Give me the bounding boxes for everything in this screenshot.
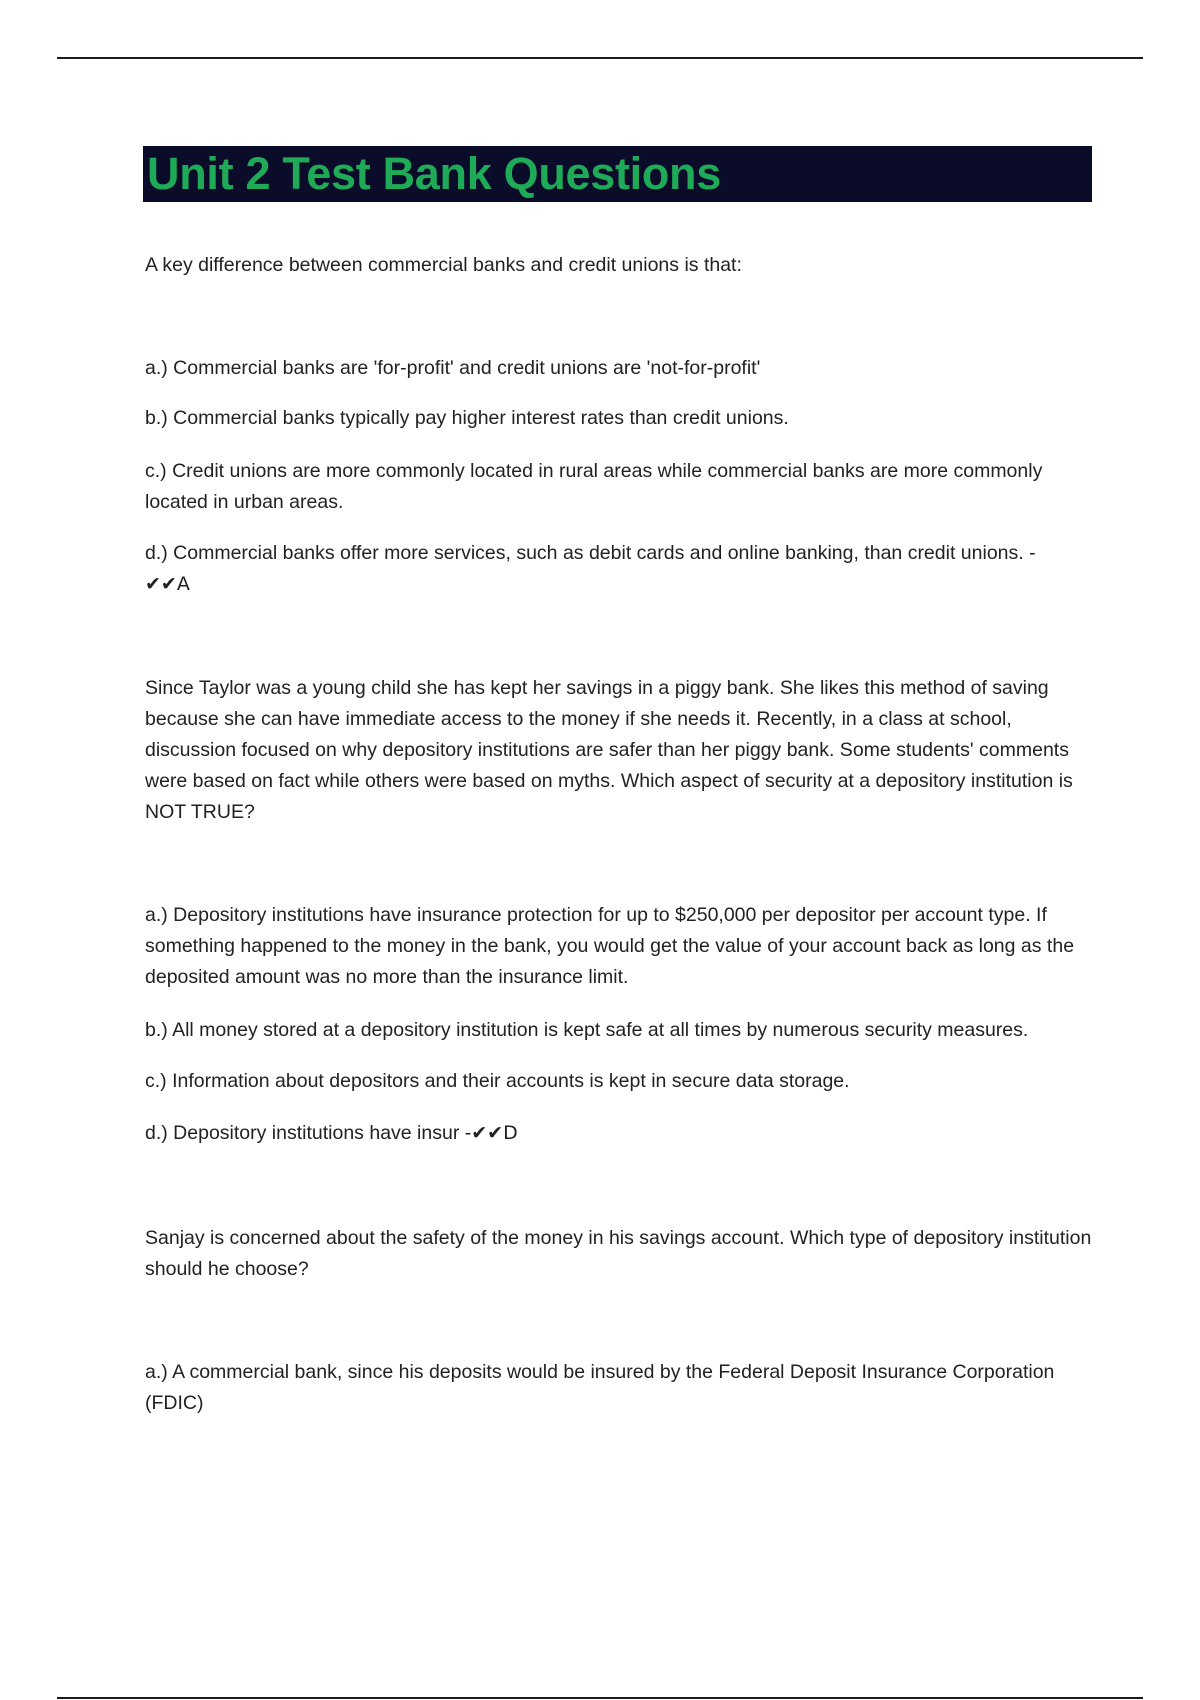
question-1-answer: ✔✔A xyxy=(145,573,190,595)
top-rule xyxy=(57,57,1143,59)
question-2-option-d-text: d.) Depository institutions have insur - xyxy=(145,1122,472,1144)
page-title: Unit 2 Test Bank Questions xyxy=(147,148,721,199)
question-3-option-a: a.) A commercial bank, since his deposits would be insured by the Federal Deposit Insurance Corporation (FDIC) xyxy=(145,1361,1055,1414)
question-2-prompt: Since Taylor was a young child she has kept her savings in a piggy bank. She likes this method of saving because she can have immediate access to the money if she needs it. Recently, in a class at school, discussion focused on why depository institutions are safer than her piggy bank. Some students' comments were based on fact while others were based on myths. Which aspect of security at a depository institution is NOT TRUE? xyxy=(145,677,1073,823)
question-2-answer: ✔✔D xyxy=(471,1122,518,1144)
bottom-rule xyxy=(57,1697,1143,1699)
question-2-option-b: b.) All money stored at a depository institution is kept safe at all times by numerous security measures. xyxy=(145,1019,1029,1041)
title-banner xyxy=(143,146,1092,202)
question-2-option-a: a.) Depository institutions have insurance protection for up to $250,000 per depositor per account type. If something happened to the money in the bank, you would get the value of your account back as long as the deposited amount was no more than the insurance limit. xyxy=(145,904,1075,988)
question-1-option-c: c.) Credit unions are more commonly located in rural areas while commercial banks are more commonly located in urban areas. xyxy=(145,460,1043,513)
question-2-option-d xyxy=(145,1118,1095,1149)
question-1-option-d-text: d.) Commercial banks offer more services, such as debit cards and online banking, than credit unions. - xyxy=(145,542,1036,564)
question-2-option-c: c.) Information about depositors and their accounts is kept in secure data storage. xyxy=(145,1070,850,1092)
question-1-option-d xyxy=(145,538,1095,600)
question-1-option-a: a.) Commercial banks are 'for-profit' and credit unions are 'not-for-profit' xyxy=(145,357,761,379)
question-3-prompt: Sanjay is concerned about the safety of the money in his savings account. Which type of depository institution should he choose? xyxy=(145,1227,1092,1280)
question-1-prompt: A key difference between commercial banks and credit unions is that: xyxy=(145,254,742,276)
question-1-option-b: b.) Commercial banks typically pay higher interest rates than credit unions. xyxy=(145,407,789,429)
